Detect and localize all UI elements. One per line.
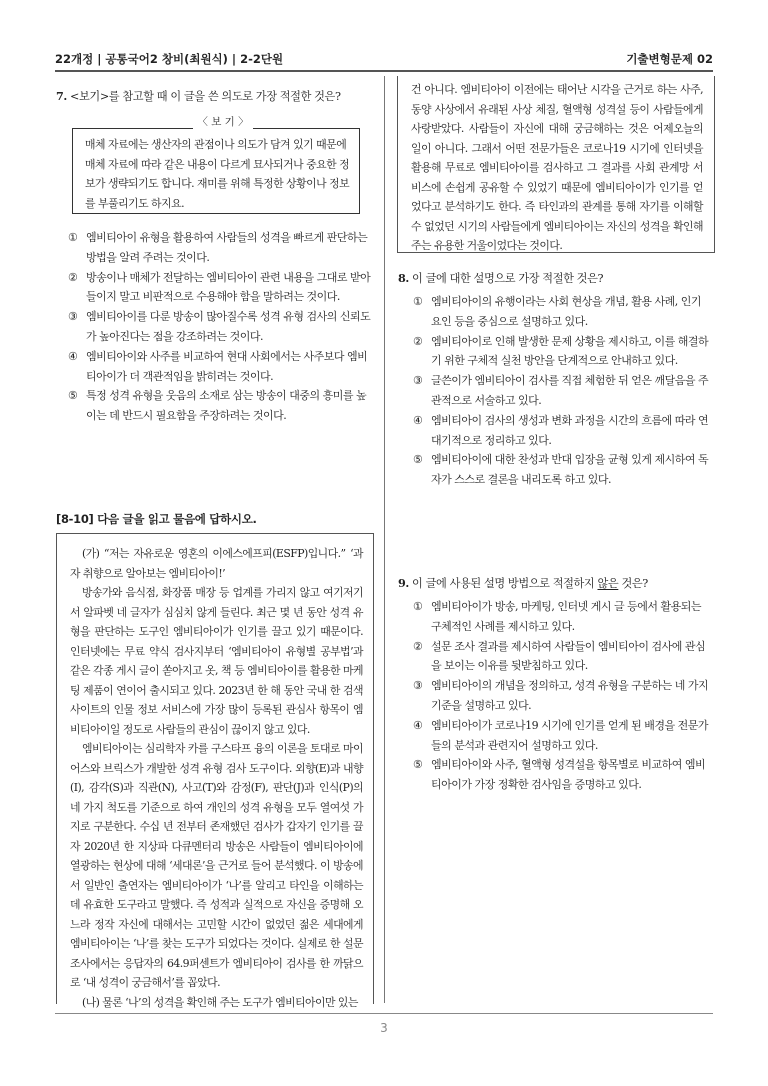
question-9-choices [413, 597, 713, 795]
column-divider [384, 76, 385, 1003]
question-8-text: 이 글에 대한 설명으로 가장 적절한 것은? [412, 272, 604, 285]
question-9-number: 9. [398, 576, 409, 590]
q8-choice-1[interactable]: ① 엠비티아이의 유행이라는 사회 현상을 개념, 활용 사례, 인기 요인 등을 중심으로 설명하고 있다. [413, 295, 701, 328]
passage-paragraph-2: 방송가와 음식점, 화장품 매장 등 업계를 가리지 않고 여기저기서 알파벳 네 글자가 심심치 않게 들린다. 최근 몇 년 동안 성격 유형을 판단하는 도구인 엠비티아이가 인기를 끌고 있기 때문이다. 인터넷에는 무료 약식 검사지부터 ‘엠비티아이 유형별 공부법’과 같은 각종 게시 글이 쏟아지고 옷, 책 등 엠비티아이를 활용한 마케팅 제품이 연이어 출시되고 있다. 2023년 한 해 동안 국내 한 검색 사이트의 인물 정보 서비스에 가장 많이 등록된 관심사 항목이 엠비티아이일 정도로 사람들의 관심이 끊이지 않고 있다. [70, 586, 363, 736]
question-9-emphasis: 않은 [597, 577, 619, 590]
question-7-text: <보기>를 참고할 때 이 글을 쓴 의도로 가장 적절한 것은? [70, 90, 341, 103]
q7-choice-2[interactable]: ② 방송이나 매체가 전달하는 엠비티아이 관련 내용을 그대로 받아들이지 말고 비판적으로 수용해야 함을 말하려는 것이다. [68, 270, 371, 304]
bogi-title: 〈 보 기 〉 [193, 113, 253, 131]
passage-box [56, 533, 374, 1009]
passage-continuation-box [397, 76, 715, 253]
q8-choice-4[interactable]: ④ 엠비티아이 검사의 생성과 변화 과정을 시간의 흐름에 따라 연대기적으로 정리하고 있다. [413, 413, 709, 447]
q9-choice-3[interactable]: ③ 엠비티아이의 개념을 정의하고, 성격 유형을 구분하는 네 가지 기준을 설명하고 있다. [413, 679, 709, 712]
q8-choice-5[interactable]: ⑤ 엠비티아이에 대한 찬성과 반대 입장을 균형 있게 제시하여 독자가 스스로 결론을 내리도록 하고 있다. [413, 453, 709, 487]
question-9-text-pre: 이 글에 사용된 설명 방법으로 적절하지 [412, 577, 598, 590]
page-number: 3 [380, 1021, 388, 1035]
header-rule [55, 70, 713, 72]
question-8-choices [413, 292, 713, 490]
section-title: [8-10] 다음 글을 읽고 물음에 답하시오. [56, 512, 257, 526]
passage-paragraph-1: (가) “저는 자유로운 영혼의 이에스에프피(ESFP)입니다.” ‘과자 취향으로 알아보는 엠비티아이!’ [70, 547, 363, 580]
q7-choice-3[interactable]: ③ 엠비티아이를 다룬 방송이 많아질수록 성격 유형 검사의 신뢰도가 높아진다는 점을 강조하려는 것이다. [68, 310, 371, 343]
q9-choice-5[interactable]: ⑤ 엠비티아이와 사주, 혈액형 성격설을 항목별로 비교하여 엠비티아이가 가장 정확한 검사임을 증명하고 있다. [413, 758, 706, 792]
q8-choice-3[interactable]: ③ 글쓴이가 엠비티아이 검사를 직접 체험한 뒤 얻은 깨달음을 주관적으로 서술하고 있다. [413, 374, 709, 407]
bogi-box [72, 128, 360, 214]
question-9-text-post: 것은? [618, 577, 648, 590]
question-7-choices [68, 228, 372, 426]
question-8-number: 8. [398, 271, 409, 285]
bogi-text: 매체 자료에는 생산자의 관점이나 의도가 담겨 있기 때문에 매체 자료에 따라 같은 내용이 다르게 묘사되거나 중요한 정보가 생략되기도 합니다. 재미를 위해 특정한 상황이나 정보를 부풀리기도 하지요. [85, 138, 350, 210]
q7-choice-4[interactable]: ④ 엠비티아이와 사주를 비교하여 현대 사회에서는 사주보다 엠비티아이가 더 객관적임을 밝히려는 것이다. [68, 349, 368, 383]
q9-choice-2[interactable]: ② 설문 조사 결과를 제시하여 사람들이 엠비티아이 검사에 관심을 보이는 이유를 뒷받침하고 있다. [413, 639, 706, 673]
q7-choice-5[interactable]: ⑤ 특정 성격 유형을 웃음의 소재로 삼는 방송이 대중의 흥미를 높이는 데 반드시 필요함을 주장하려는 것이다. [68, 389, 367, 423]
passage-paragraph-3: 엠비티아이는 심리학자 카를 구스타프 융의 이론을 토대로 마이어스와 브릭스가 개발한 성격 유형 검사 도구이다. 외향(E)과 내향(I), 감각(S)과 직관(N), 사고(T)와 감정(F), 판단(J)과 인식(P)의 네 가지 척도를 기준으로 하여 개인의 성격 유형을 모두 열여섯 가지로 구분한다. 수십 년 전부터 존재했던 검사가 갑자기 인기를 끌자 2020년 한 지상파 다큐멘터리 방송은 사람들이 엠비티아이에 열광하는 현상에 대해 ‘세대론’을 근거로 들어 분석했다. 이 방송에서 일반인 출연자는 엠비티아이가 ‘나’를 알리고 타인을 이해하는 데 유효한 도구라고 말했다. 즉 성적과 실적으로 자신을 증명해 오느라 정작 자신에 대해서는 고민할 시간이 없었던 젊은 세대에게 엠비티아이는 ‘나’를 찾는 도구가 되었다는 것이다. 실제로 한 설문 조사에서는 응답자의 64.9퍼센트가 엠비티아이 검사를 한 까닭으로 ‘내 성격이 궁금해서’를 꼽았다. [70, 742, 363, 989]
header-worksheet-title: 기출변형문제 02 [626, 52, 713, 66]
question-7-number: 7. [56, 89, 67, 103]
q7-choice-1[interactable]: ① 엠비티아이 유형을 활용하여 사람들의 성격을 빠르게 판단하는 방법을 알려 주려는 것이다. [68, 231, 368, 264]
passage-continuation-text: 건 아니다. 엠비티아이 이전에는 태어난 시각을 근거로 하는 사주, 동양 사상에서 유래된 사상 체질, 혈액형 성격설 등이 사람들에게 사랑받았다. 사람들이 자신에 대해 궁금해하는 것은 어제오늘의 일이 아니다. 그래서 어떤 전문가들은 코로나19 시기에 인터넷을 활용해 무료로 엠비티아이를 검사하고 그 결과를 사회 관계망 서비스에 손쉽게 공유할 수 있었기 때문에 엠비티아이가 인기를 얻었다고 분석하기도 한다. 즉 타인과의 관계를 통해 자기를 이해할 수 없었던 시기의 사람들에게 엠비티아이는 자신의 성격을 확인해 주는 유용한 거울이었다는 것이다. [411, 83, 703, 252]
q9-choice-4[interactable]: ④ 엠비티아이가 코로나19 시기에 인기를 얻게 된 배경을 전문가들의 분석과 관련지어 설명하고 있다. [413, 718, 708, 752]
question-9-stem [398, 573, 714, 594]
q8-choice-2[interactable]: ② 엠비티아이로 인해 발생한 문제 상황을 제시하고, 이를 해결하기 위한 구체적 실천 방안을 단계적으로 안내하고 있다. [413, 334, 709, 368]
q9-choice-1[interactable]: ① 엠비티아이가 방송, 마케팅, 인터넷 게시 글 등에서 활용되는 구체적인 사례를 제시하고 있다. [413, 600, 701, 633]
footer-rule [55, 1013, 713, 1014]
question-8-stem [398, 268, 714, 289]
passage-paragraph-4: (나) 물론 ‘나’의 성격을 확인해 주는 도구가 엠비티아이만 있는 [82, 995, 358, 1009]
header-course-info: 22개정 | 공통국어2 창비(최원식) | 2-2단원 [55, 52, 284, 66]
question-7-stem [56, 86, 372, 107]
passage-text [70, 544, 363, 1012]
